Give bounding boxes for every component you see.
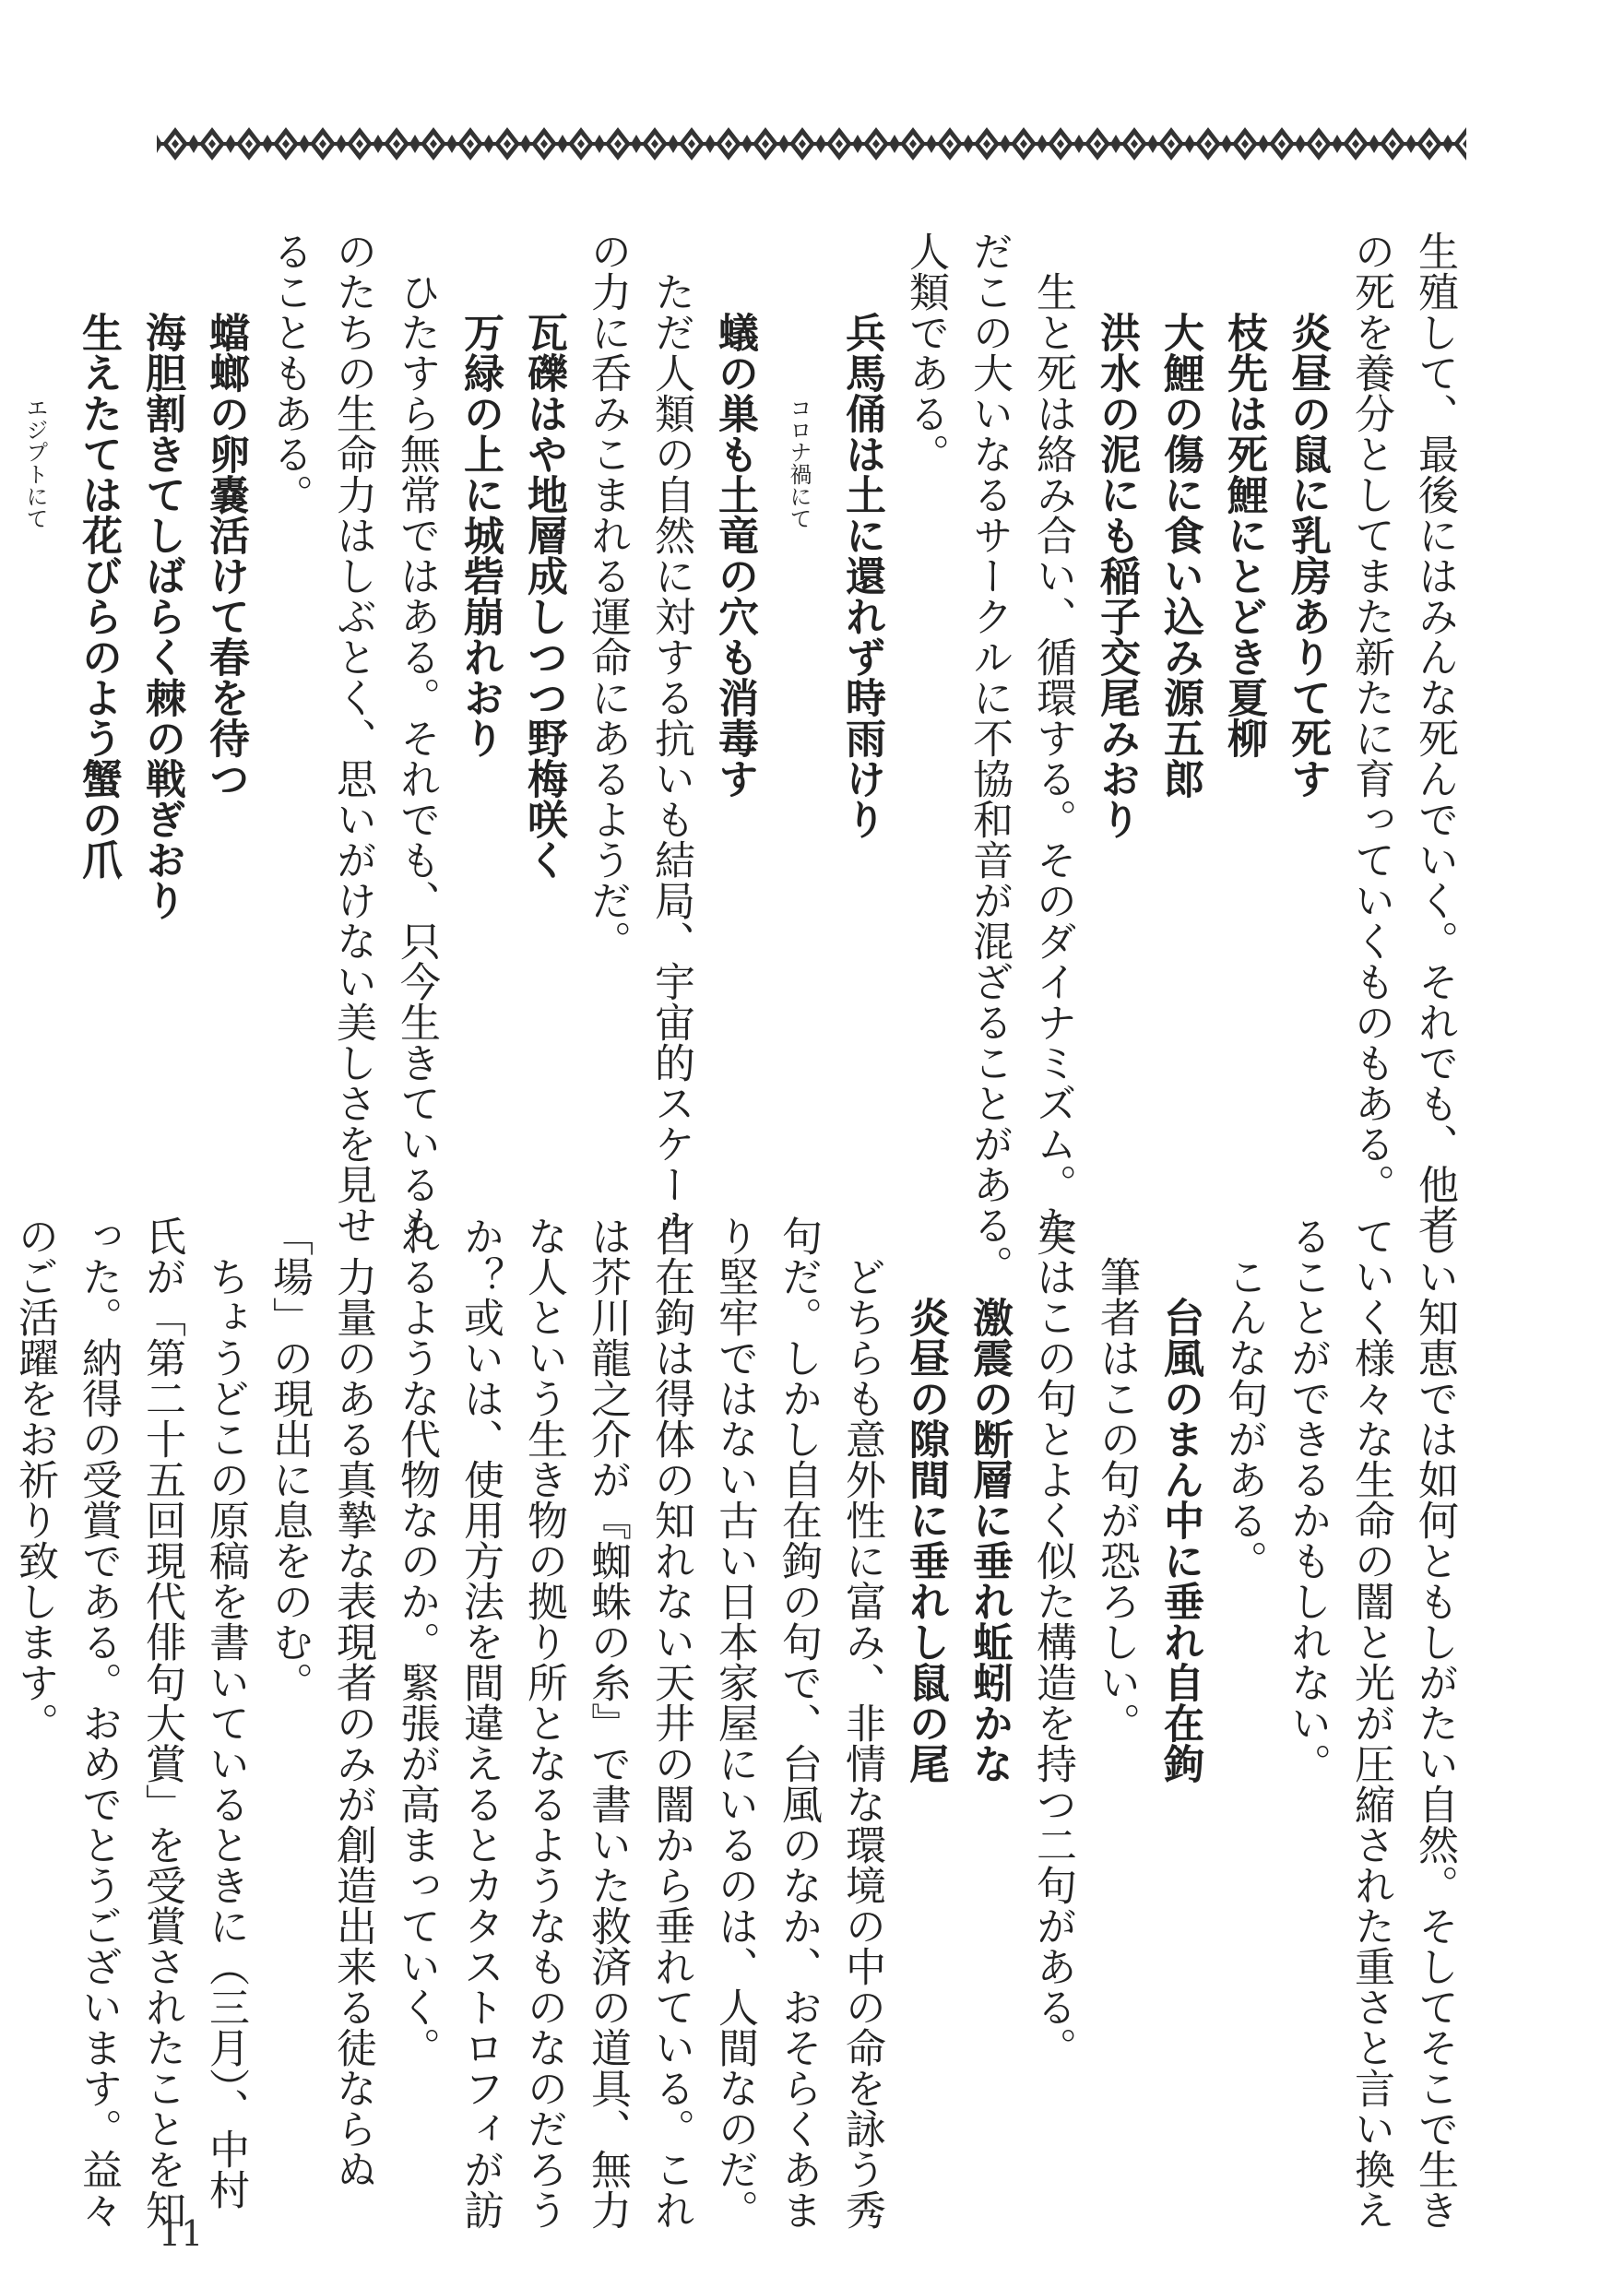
text-column: ただ人類の自然に対する抗いも結局、宇宙的スケール <box>647 271 694 1245</box>
text-column: ていく様々な生命の闇と光が圧縮された重さと言い換え <box>1347 1215 1394 2230</box>
haiku-line: 蟷螂の卵嚢活けて春を待つ <box>202 312 249 799</box>
page-number: 11 <box>159 2213 204 2254</box>
haiku-note: エジプトにて <box>22 397 48 529</box>
text-column: の死を養分としてまた新たに育っていくものもある。 <box>1347 231 1394 1204</box>
haiku-line: 瓦礫はや地層成しつつ野梅咲く <box>520 312 567 880</box>
text-column: だこの大いなるサークルに不協和音が混ざることがある。 <box>966 231 1013 1286</box>
haiku-line: 炎昼の隙間に垂れし鼠の尾 <box>902 1297 949 1784</box>
upper-text-tier <box>22 231 1466 1286</box>
text-column: しい知恵では如何ともしがたい自然。そしてそこで生き <box>1411 1215 1458 2230</box>
text-column: ちょうどこの原稿を書いているときに（三月）、中村 <box>202 1256 249 2210</box>
text-column: な人という生き物の拠り所となるようなものなのだろう <box>520 1215 567 2230</box>
haiku-line: 台風のまん中に垂れ自在鉤 <box>1156 1297 1203 1784</box>
text-column: 実はこの句とよく似た構造を持つ二句がある。 <box>1029 1215 1076 2068</box>
text-column: 人類である。 <box>902 231 949 474</box>
lower-text-tier <box>11 1215 1466 2230</box>
text-column: 「場」の現出に息をのむ。 <box>266 1215 313 1702</box>
haiku-line: 炎昼の鼠に乳房ありて死す <box>1284 312 1331 799</box>
text-column: 筆者はこの句が恐ろしい。 <box>1093 1256 1140 1743</box>
text-column: ひたすら無常ではある。それでも、只今生きているも <box>393 271 440 1245</box>
text-column: り堅牢ではない古い日本家屋にいるのは、人間なのだ。 <box>711 1215 758 2230</box>
text-column: のたちの生命力はしぶとく、思いがけない美しさを見せ <box>329 231 376 1245</box>
haiku-line: 枝先は死鯉にとどき夏柳 <box>1220 312 1267 758</box>
text-column: の力に呑みこまれる運命にあるようだ。 <box>584 231 631 961</box>
text-column: は芥川龍之介が『蜘蛛の糸』で書いた救済の道具、無力 <box>584 1215 631 2230</box>
text-column: どちらも意外性に富み、非情な環境の中の命を詠う秀 <box>838 1256 885 2230</box>
text-column: 自在鉤は得体の知れない天井の闇から垂れている。これ <box>647 1215 694 2230</box>
haiku-line: 生えたては花びらのよう蟹の爪 <box>75 312 122 880</box>
text-column: ることができるかもしれない。 <box>1284 1215 1331 1784</box>
text-column: れるような代物なのか。緊張が高まっていく。 <box>393 1215 440 2068</box>
haiku-line: 蟻の巣も土竜の穴も消毒す <box>711 312 758 799</box>
text-column: 生と死は絡み合い、循環する。そのダイナミズム。た <box>1029 271 1076 1245</box>
haiku-line: 激震の断層に垂れ蚯蚓かな <box>966 1297 1013 1784</box>
text-column: 力量のある真摯な表現者のみが創造出来る徒ならぬ <box>329 1256 376 2189</box>
text-column: 氏が「第二十五回現代俳句大賞」を受賞されたことを知 <box>138 1215 185 2230</box>
text-column: 句だ。しかし自在鉤の句で、台風のなか、おそらくあま <box>775 1215 822 2230</box>
haiku-line: 万緑の上に城砦崩れおり <box>456 312 504 758</box>
text-column: 生殖して、最後にはみんな死んでいく。それでも、他者 <box>1411 231 1458 1245</box>
text-column: か？或いは、使用方法を間違えるとカタストロフィが訪 <box>456 1215 504 2230</box>
haiku-line: 大鯉の傷に食い込み源五郎 <box>1156 312 1203 799</box>
text-column: のご活躍をお祈り致します。 <box>11 1215 58 1743</box>
haiku-note: コロナ禍にて <box>786 397 812 529</box>
haiku-line: 海胆割きてしばらく棘の戦ぎおり <box>138 312 185 920</box>
decorative-border <box>157 122 1466 166</box>
text-column: こんな句がある。 <box>1220 1256 1267 1581</box>
haiku-line: 兵馬俑は土に還れず時雨けり <box>838 312 885 839</box>
text-column: ることもある。 <box>266 231 313 515</box>
text-column: った。納得の受賞である。おめでとうございます。益々 <box>75 1215 122 2230</box>
haiku-line: 洪水の泥にも稲子交尾みおり <box>1093 312 1140 839</box>
